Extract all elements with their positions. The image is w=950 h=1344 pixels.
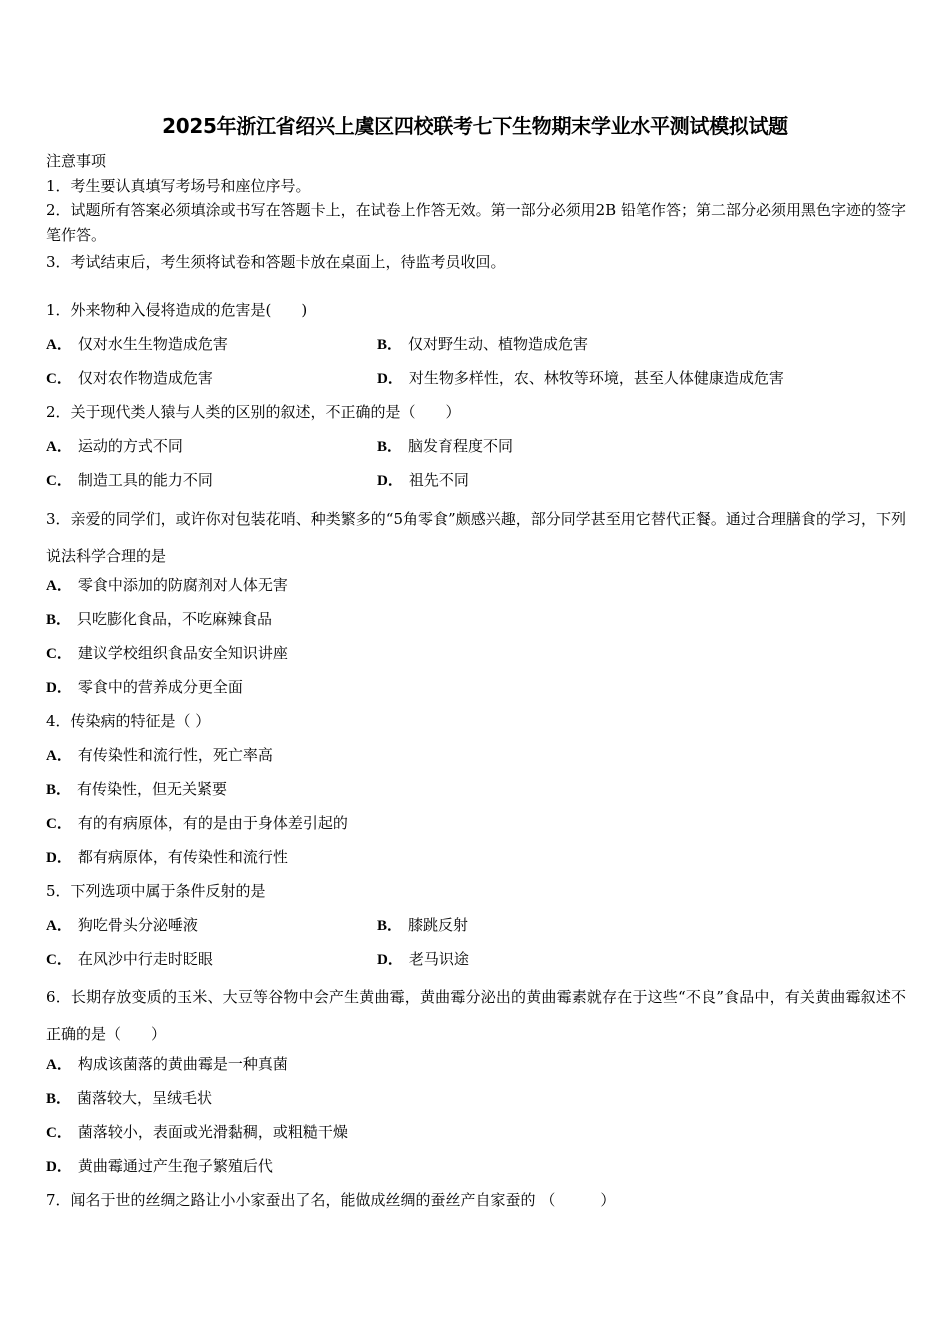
option-text: 菌落较大，呈绒毛状 bbox=[77, 1089, 213, 1107]
option-text: 仅对野生动、植物造成危害 bbox=[408, 335, 589, 353]
option-text: 对生物多样性，农、林牧等环境，甚至人体健康造成危害 bbox=[408, 369, 784, 387]
option bbox=[46, 334, 228, 355]
question-stem: 6．长期存放变质的玉米、大豆等谷物中会产生黄曲霉，黄曲霉分泌出的黄曲霉素就存在于这些“不良”食品中，有关黄曲霉叙述不正确的是（ ） bbox=[46, 988, 906, 1043]
option-text: 脑发育程度不同 bbox=[408, 437, 514, 455]
option-text: 黄曲霉通过产生孢子繁殖后代 bbox=[77, 1157, 273, 1175]
option-text: 零食中添加的防腐剂对人体无害 bbox=[77, 576, 288, 594]
option bbox=[46, 368, 213, 389]
notice-item: 3．考试结束后，考生须将试卷和答题卡放在桌面上，待监考员收回。 bbox=[46, 253, 506, 271]
option bbox=[46, 915, 198, 936]
option-label: A． bbox=[46, 578, 72, 594]
option-label: C． bbox=[46, 473, 72, 489]
option-label: C． bbox=[46, 816, 72, 832]
notice-heading: 注意事项 bbox=[46, 152, 107, 170]
option bbox=[46, 813, 348, 834]
option bbox=[46, 436, 183, 457]
option bbox=[46, 1054, 288, 1075]
question-stem: 5．下列选项中属于条件反射的是 bbox=[46, 882, 266, 900]
notice-item: 1．考生要认真填写考场号和座位序号。 bbox=[46, 177, 311, 195]
option-label: B． bbox=[46, 612, 72, 628]
option bbox=[46, 949, 213, 970]
option-label: D． bbox=[46, 680, 72, 696]
option bbox=[46, 575, 288, 596]
option-label: D． bbox=[377, 371, 403, 387]
option-text: 菌落较小，表面或光滑黏稠，或粗糙干燥 bbox=[77, 1123, 348, 1141]
option-label: A． bbox=[46, 439, 72, 455]
option bbox=[46, 745, 273, 766]
option bbox=[377, 470, 469, 491]
option bbox=[46, 1156, 273, 1177]
option-text: 都有病原体，有传染性和流行性 bbox=[77, 848, 288, 866]
option bbox=[46, 779, 227, 800]
option-label: C． bbox=[46, 646, 72, 662]
option bbox=[46, 1122, 348, 1143]
question-stem: 1．外来物种入侵将造成的危害是( ) bbox=[46, 301, 308, 319]
option-text: 仅对水生生物造成危害 bbox=[77, 335, 228, 353]
option-text: 老马识途 bbox=[408, 950, 469, 968]
option-text: 有的有病原体，有的是由于身体差引起的 bbox=[77, 814, 348, 832]
option-label: B． bbox=[377, 337, 403, 353]
option-text: 只吃膨化食品，不吃麻辣食品 bbox=[77, 610, 273, 628]
option-label: B． bbox=[377, 439, 403, 455]
option-text: 仅对农作物造成危害 bbox=[77, 369, 213, 387]
option-label: D． bbox=[377, 473, 403, 489]
question-stem: 3．亲爱的同学们，或许你对包装花哨、种类繁多的“5角零食”颇感兴趣，部分同学甚至用它替代正餐。通过合理膳食的学习，下列说法科学合理的是 bbox=[46, 510, 906, 565]
option bbox=[377, 436, 513, 457]
option-text: 祖先不同 bbox=[408, 471, 469, 489]
option-text: 膝跳反射 bbox=[408, 916, 469, 934]
option bbox=[377, 915, 468, 936]
option bbox=[46, 609, 272, 630]
option-text: 构成该菌落的黄曲霉是一种真菌 bbox=[77, 1055, 288, 1073]
option-text: 有传染性和流行性，死亡率高 bbox=[77, 746, 273, 764]
option-label: B． bbox=[377, 918, 403, 934]
option-label: A． bbox=[46, 918, 72, 934]
option bbox=[377, 949, 469, 970]
option-label: A． bbox=[46, 748, 72, 764]
option-label: C． bbox=[46, 952, 72, 968]
option-text: 零食中的营养成分更全面 bbox=[77, 678, 243, 696]
question-stem: 4．传染病的特征是（ ） bbox=[46, 712, 211, 730]
option-label: C． bbox=[46, 371, 72, 387]
option bbox=[46, 643, 288, 664]
option-text: 有传染性，但无关紧要 bbox=[77, 780, 228, 798]
option-label: D． bbox=[46, 850, 72, 866]
option bbox=[377, 368, 784, 389]
option-label: D． bbox=[377, 952, 403, 968]
option-label: D． bbox=[46, 1159, 72, 1175]
option-label: B． bbox=[46, 782, 72, 798]
option-label: B． bbox=[46, 1091, 72, 1107]
option-text: 在风沙中行走时眨眼 bbox=[77, 950, 213, 968]
option-text: 运动的方式不同 bbox=[77, 437, 183, 455]
option-label: A． bbox=[46, 337, 72, 353]
option-label: A． bbox=[46, 1057, 72, 1073]
option-text: 建议学校组织食品安全知识讲座 bbox=[77, 644, 288, 662]
option-text: 制造工具的能力不同 bbox=[77, 471, 213, 489]
question-stem: 7．闻名于世的丝绸之路让小小家蚕出了名，能做成丝绸的蚕丝产自家蚕的 （ ） bbox=[46, 1191, 616, 1209]
page-title: 2025年浙江省绍兴上虞区四校联考七下生物期末学业水平测试模拟试题 bbox=[162, 114, 788, 138]
option bbox=[46, 1088, 212, 1109]
option bbox=[46, 470, 213, 491]
option-text: 狗吃骨头分泌唾液 bbox=[77, 916, 198, 934]
question-stem: 2．关于现代类人猿与人类的区别的叙述，不正确的是（ ） bbox=[46, 403, 461, 421]
option bbox=[46, 677, 243, 698]
option bbox=[46, 847, 288, 868]
option-label: C． bbox=[46, 1125, 72, 1141]
option bbox=[377, 334, 588, 355]
notice-item: 2．试题所有答案必须填涂或书写在答题卡上，在试卷上作答无效。第一部分必须用2B 铅笔作答；第二部分必须用黑色字迹的签字笔作答。 bbox=[46, 201, 906, 244]
